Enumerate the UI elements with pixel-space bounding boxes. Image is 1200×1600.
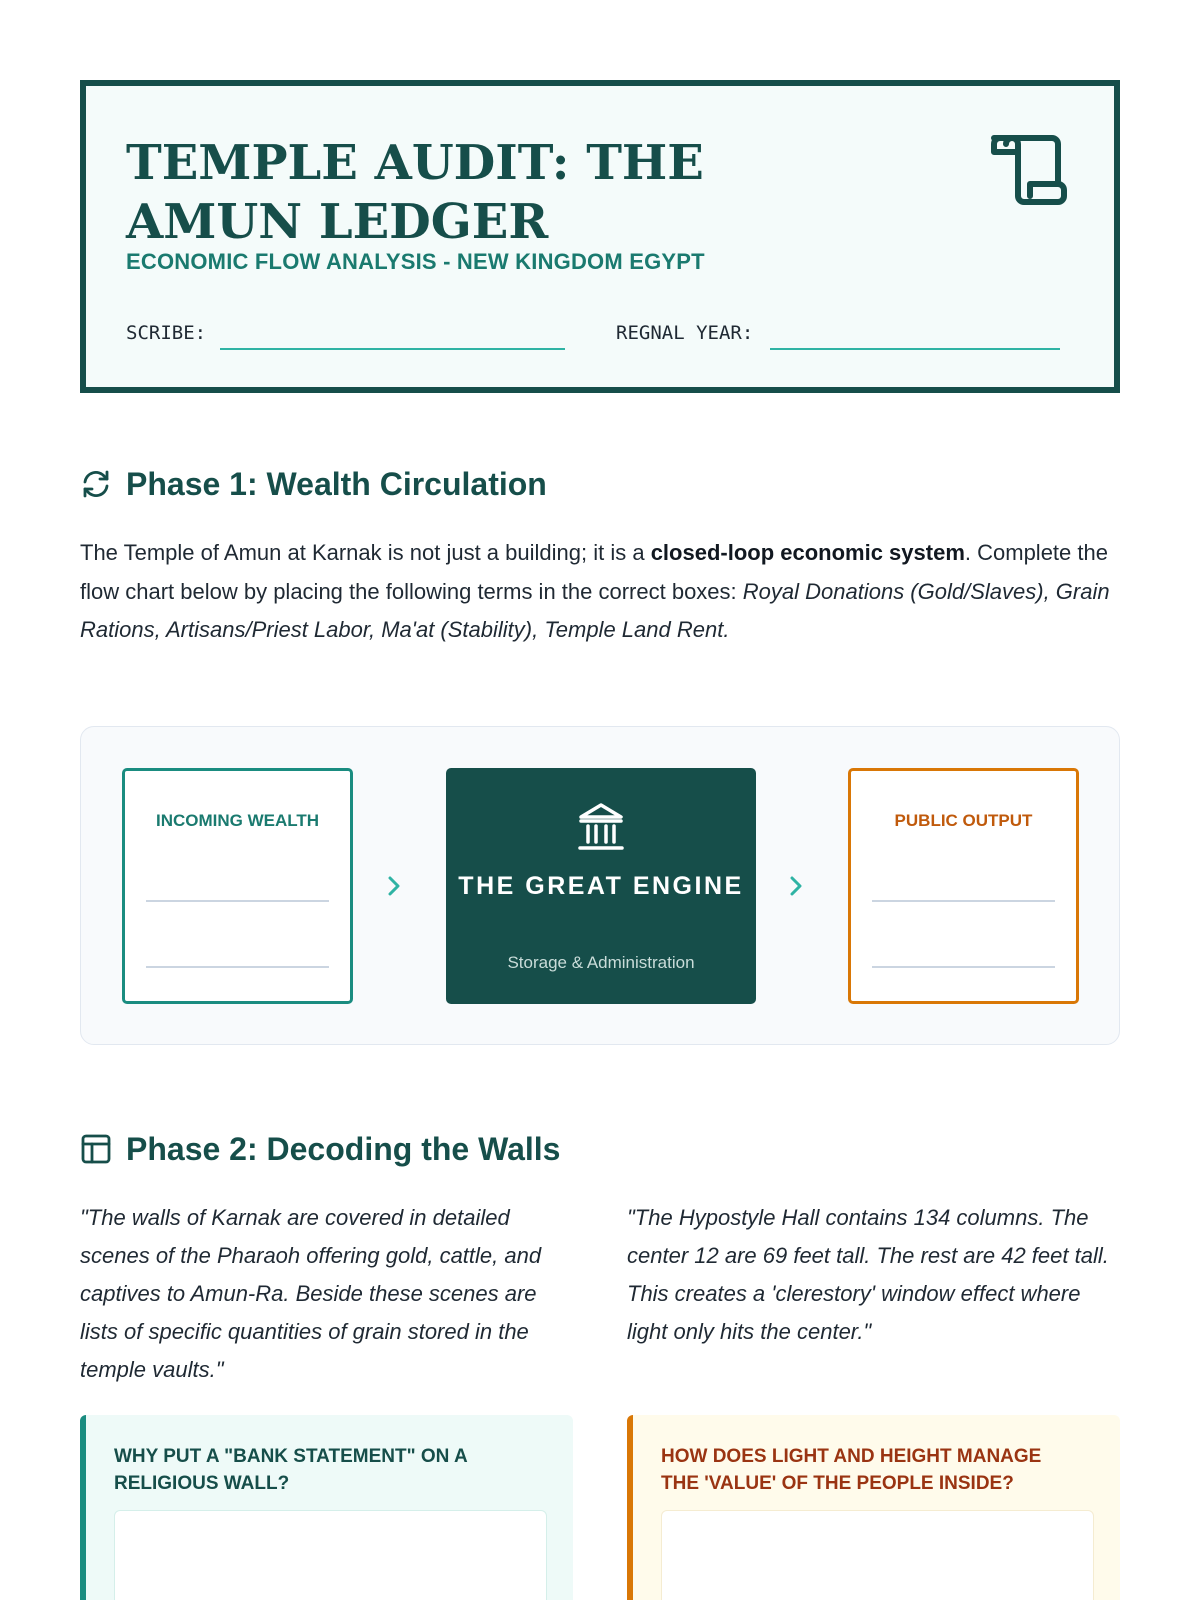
- header-card: [80, 80, 1120, 393]
- phase2-title: Phase 2: Decoding the Walls: [126, 1130, 561, 1167]
- answer-box-right[interactable]: [661, 1510, 1094, 1600]
- intro-bold-text: closed-loop economic system: [650, 540, 965, 565]
- intro-text-start: The Temple of Amun at Karnak is not just a building; it is a: [80, 540, 651, 565]
- scribe-label: SCRIBE:: [126, 322, 207, 344]
- temple-icon: [577, 801, 625, 853]
- regnal-year-field[interactable]: [770, 348, 1060, 350]
- refresh-cycle-icon: [80, 468, 112, 500]
- intro-terms: Royal Donations (Gold/Slaves), Grain Rations, Artisans/Priest Labor, Ma'at (Stability), Temple Land Rent.: [80, 578, 1110, 642]
- incoming-wealth-box: [122, 768, 353, 1004]
- intro-text-middle: . Complete the flow chart below by placing the following terms in the correct boxes:: [80, 540, 1108, 604]
- chevron-right-icon: [786, 871, 806, 901]
- page-subtitle: ECONOMIC FLOW ANALYSIS - NEW KINGDOM EGYPT: [126, 249, 705, 274]
- scroll-icon: [990, 134, 1068, 206]
- layout-panel-icon: [80, 1133, 112, 1165]
- question-right: HOW DOES LIGHT AND HEIGHT MANAGE THE 'VALUE' OF THE PEOPLE INSIDE?: [661, 1446, 1042, 1494]
- output-answer-line-2[interactable]: [872, 966, 1055, 968]
- question-card-left: [80, 1415, 573, 1600]
- incoming-wealth-label: INCOMING WEALTH: [155, 811, 320, 830]
- public-output-box: [848, 768, 1079, 1004]
- question-card-right: [627, 1415, 1120, 1600]
- incoming-answer-line-2[interactable]: [146, 966, 329, 968]
- chevron-right-icon: [384, 871, 404, 901]
- phase1-title: Phase 1: Wealth Circulation: [126, 465, 547, 502]
- incoming-answer-line-1[interactable]: [146, 900, 329, 902]
- phase1-intro: [80, 534, 1120, 650]
- quote-right: "The Hypostyle Hall contains 134 columns. The center 12 are 69 feet tall. The rest are 42 feet tall. This creates a 'clerestory' window effect where light only hits the center.": [627, 1205, 1109, 1344]
- scribe-field[interactable]: [220, 348, 565, 350]
- engine-title: THE GREAT ENGINE: [458, 872, 744, 900]
- phase2-heading: [80, 1129, 560, 1169]
- question-left: WHY PUT A "BANK STATEMENT" ON A RELIGIOUS WALL?: [114, 1446, 467, 1494]
- answer-box-left[interactable]: [114, 1510, 547, 1600]
- engine-subtitle: Storage & Administration: [507, 953, 695, 972]
- public-output-label: PUBLIC OUTPUT: [894, 811, 1033, 830]
- regnal-year-label: REGNAL YEAR:: [616, 322, 754, 344]
- flow-chart: [80, 726, 1120, 1045]
- great-engine-box: [446, 768, 756, 1004]
- output-answer-line-1[interactable]: [872, 900, 1055, 902]
- phase1-heading: [80, 464, 547, 504]
- page-title: TEMPLE AUDIT: THE AMUN LEDGER: [126, 135, 704, 250]
- quote-left: "The walls of Karnak are covered in detailed scenes of the Pharaoh offering gold, cattle, and captives to Amun-Ra. Beside these scenes are lists of specific quantities of grain stored in the temple vaults.": [80, 1205, 542, 1382]
